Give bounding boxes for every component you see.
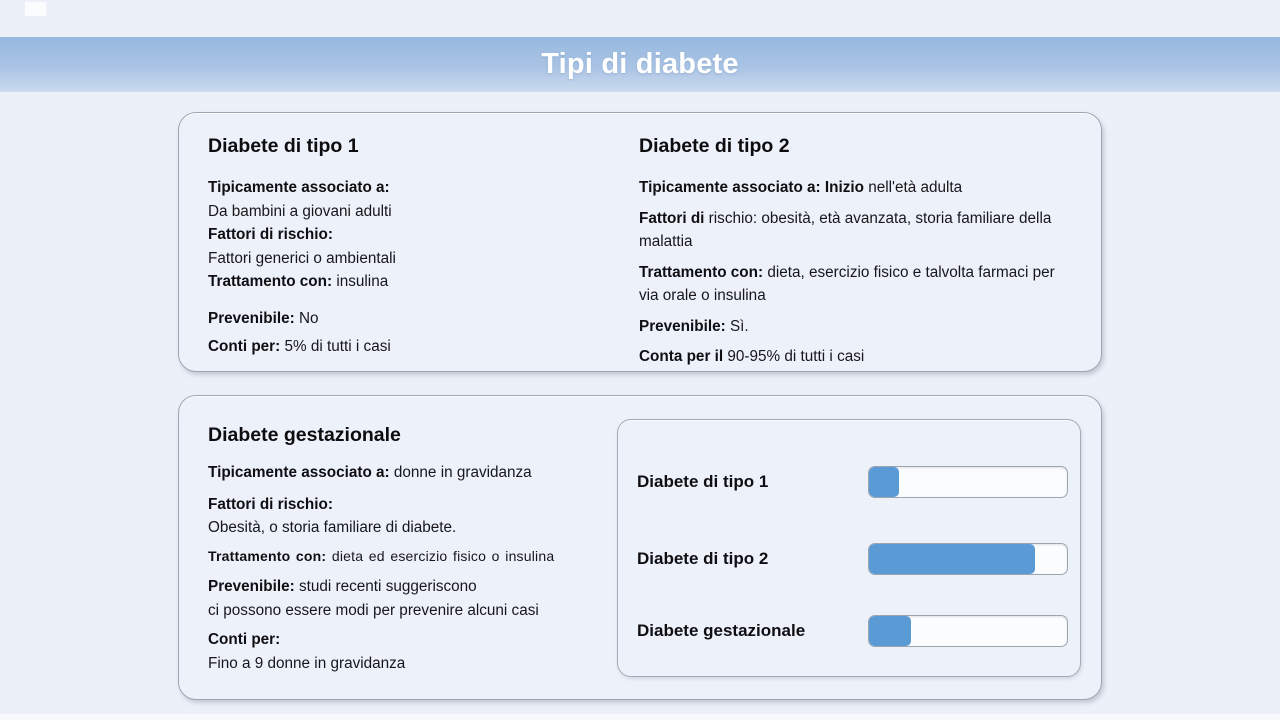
bar-fill xyxy=(869,467,899,497)
slide-title: Tipi di diabete xyxy=(541,48,739,80)
text-line: Tipicamente associato a: donne in gravidanza xyxy=(208,464,532,481)
bottom-strip xyxy=(0,714,1280,720)
column-type2 xyxy=(639,133,1075,369)
text-line: Conti per: xyxy=(208,631,281,648)
text-line: Conti per: 5% di tutti i casi xyxy=(208,338,391,355)
bar-label: Diabete di tipo 2 xyxy=(637,548,769,568)
text-line: Tipicamente associato a: xyxy=(208,179,390,196)
text-line: Fattori generici o ambientali xyxy=(208,249,396,267)
text-line: Tipicamente associato a: Inizio nell'età adulta xyxy=(639,179,963,196)
text-line: Trattamento con: dieta, esercizio fisico e talvolta farmaci per via orale o insulina xyxy=(639,263,1055,304)
type2-body xyxy=(639,176,1075,369)
text-line: Fattori di rischio: obesità, età avanzata, storia familiare della malattia xyxy=(639,209,1052,250)
text-line: Prevenibile: Sì. xyxy=(639,317,749,335)
gestational-body xyxy=(208,461,613,675)
column-type1 xyxy=(208,133,618,359)
text-line: Trattamento con: insulina xyxy=(208,273,389,290)
text-line: Prevenibile: studi recenti suggeriscono xyxy=(208,578,477,595)
text-line: Obesità, o storia familiare di diabete. xyxy=(208,519,457,536)
bar-label: Diabete di tipo 1 xyxy=(637,471,769,491)
bar-track xyxy=(868,466,1068,498)
bar-track xyxy=(868,543,1068,575)
text-line: Prevenibile: No xyxy=(208,309,319,327)
text-line: Trattamento con: dieta ed esercizio fisico o insulina xyxy=(208,547,555,564)
text-line: Fino a 9 donne in gravidanza xyxy=(208,654,406,672)
bar-label: Diabete gestazionale xyxy=(637,620,806,640)
text-line: Fattori di rischio: xyxy=(208,226,333,243)
text-line: Da bambini a giovani adulti xyxy=(208,202,392,220)
text-line: Conta per il 90-95% di tutti i casi xyxy=(639,348,865,365)
bar-fill xyxy=(869,544,1035,574)
gestational-title: Diabete gestazionale xyxy=(208,424,401,446)
type2-title: Diabete di tipo 2 xyxy=(639,135,790,157)
type1-title: Diabete di tipo 1 xyxy=(208,135,359,157)
column-gestational xyxy=(208,422,613,675)
bar-row xyxy=(637,465,1068,498)
prevalence-bar-chart xyxy=(617,419,1081,677)
bar-row xyxy=(637,542,1068,575)
bar-row xyxy=(637,614,1068,647)
bar-track xyxy=(868,615,1068,647)
header-band xyxy=(0,37,1280,92)
card-types-1-and-2 xyxy=(178,112,1102,372)
text-line: ci possono essere modi per prevenire alcuni casi xyxy=(208,601,539,619)
top-left-artifact xyxy=(25,2,46,16)
bar-fill xyxy=(869,616,911,646)
type1-body xyxy=(208,176,618,359)
card-gestational xyxy=(178,395,1102,700)
text-line: Fattori di rischio: xyxy=(208,495,333,513)
